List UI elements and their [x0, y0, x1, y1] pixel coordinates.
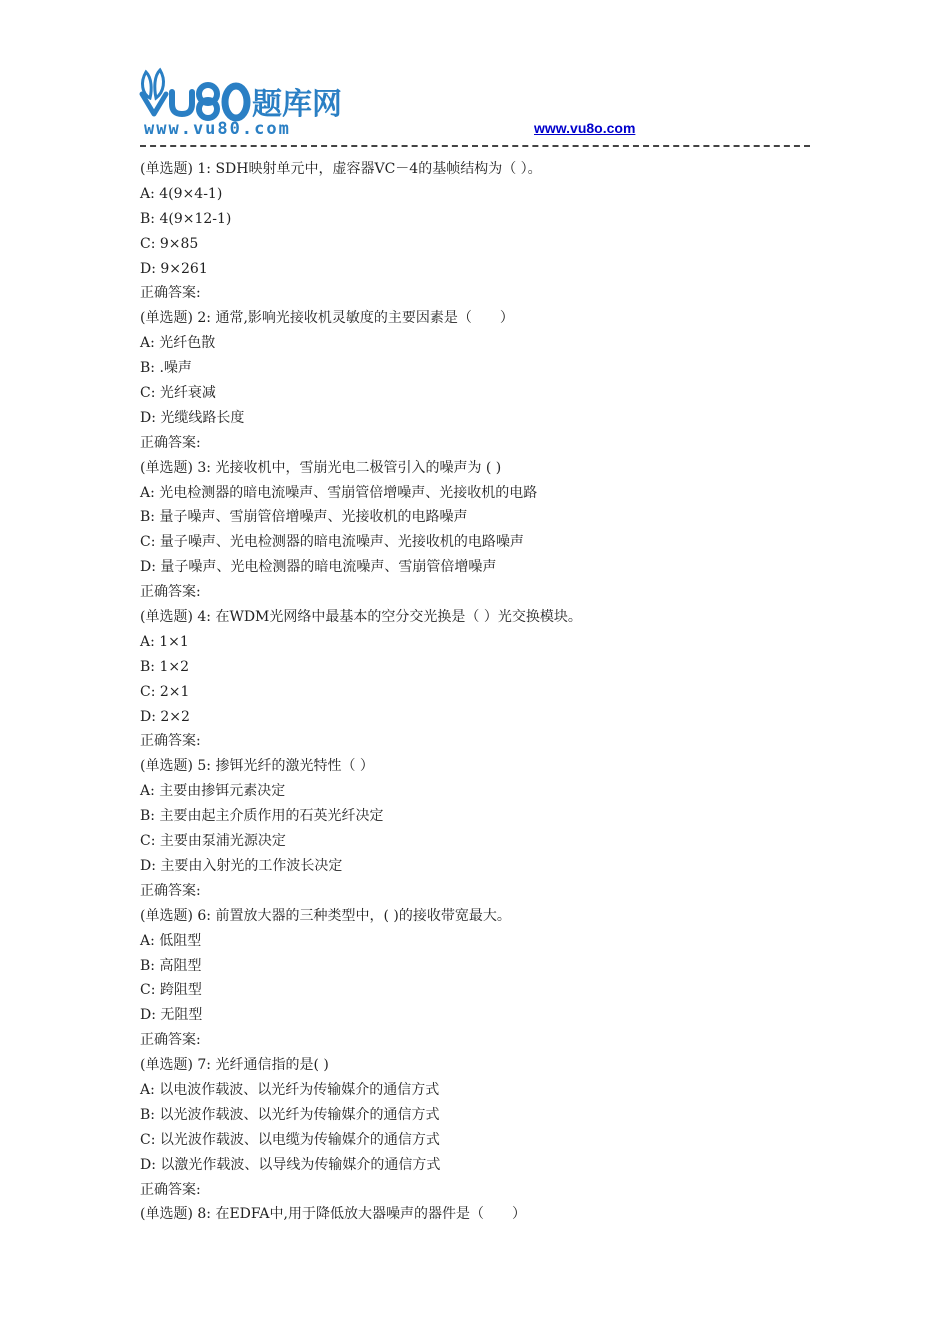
question-stem: (单选题) 7: 光纤通信指的是( ): [140, 1057, 329, 1074]
question-option: D: 光缆线路长度: [140, 409, 245, 426]
question-option: C: 主要由泵浦光源决定: [140, 833, 286, 850]
question-option: C: 以光波作载波、以电缆为传输媒介的通信方式: [140, 1131, 440, 1148]
answer-label: 正确答案:: [140, 584, 201, 601]
question-option: C: 光纤衰减: [140, 385, 216, 402]
question-option: A: 主要由掺铒元素决定: [140, 783, 286, 800]
question-option: B: 量子噪声、雪崩管倍增噪声、光接收机的电路噪声: [140, 509, 468, 526]
question-option: D: 2×2: [140, 708, 190, 725]
question-option: D: 9×261: [140, 260, 208, 277]
question-stem: (单选题) 1: SDH映射单元中，虚容器VC－4的基帧结构为（ ）。: [140, 161, 542, 177]
logo-graphic: [136, 64, 360, 138]
question-option: A: 光电检测器的暗电流噪声、雪崩管倍增噪声、光接收机的电路: [140, 484, 538, 501]
answer-label: 正确答案:: [140, 1181, 201, 1198]
question-option: D: 无阻型: [140, 1007, 203, 1024]
question-option: C: 跨阻型: [140, 982, 202, 999]
answer-label: 正确答案:: [140, 882, 201, 899]
logo-chinese-text: 题库网: [252, 87, 342, 122]
question-stem: (单选题) 8: 在EDFA中,用于降低放大器噪声的器件是（ ）: [140, 1206, 526, 1223]
question-option: A: 4(9×4-1): [140, 185, 223, 202]
vu80-logo: [136, 64, 360, 138]
answer-label: 正确答案:: [140, 733, 201, 750]
question-option: B: 高阻型: [140, 957, 202, 974]
question-option: B: 1×2: [140, 658, 189, 675]
question-option: A: 低阻型: [140, 932, 202, 949]
question-option: B: 主要由起主介质作用的石英光纤决定: [140, 808, 384, 825]
question-option: B: 4(9×12-1): [140, 210, 232, 227]
question-stem: (单选题) 2: 通常,影响光接收机灵敏度的主要因素是（ ）: [140, 310, 514, 327]
svg-text:www.vu80.com: www.vu80.com: [144, 119, 291, 138]
question-stem: (单选题) 5: 掺铒光纤的激光特性（ ）: [140, 758, 374, 775]
question-list: [140, 157, 820, 1227]
question-option: A: 以电波作载波、以光纤为传输媒介的通信方式: [140, 1081, 440, 1098]
site-link[interactable]: www.vu8o.com: [534, 120, 636, 136]
question-option: C: 量子噪声、光电检测器的暗电流噪声、光接收机的电路噪声: [140, 534, 524, 551]
question-option: C: 9×85: [140, 235, 199, 252]
question-stem: (单选题) 6: 前置放大器的三种类型中，( )的接收带宽最大。: [140, 907, 511, 924]
question-option: B: .噪声: [140, 360, 192, 377]
question-option: A: 1×1: [140, 633, 189, 650]
question-option: D: 量子噪声、光电检测器的暗电流噪声、雪崩管倍增噪声: [140, 559, 497, 576]
question-stem: (单选题) 3: 光接收机中，雪崩光电二极管引入的噪声为 ( ): [140, 459, 502, 476]
answer-label: 正确答案:: [140, 434, 201, 451]
question-option: D: 以激光作载波、以导线为传输媒介的通信方式: [140, 1156, 441, 1173]
question-option: C: 2×1: [140, 683, 190, 700]
question-option: D: 主要由入射光的工作波长决定: [140, 857, 343, 874]
question-option: B: 以光波作载波、以光纤为传输媒介的通信方式: [140, 1106, 440, 1123]
question-option: A: 光纤色散: [140, 335, 216, 352]
answer-label: 正确答案:: [140, 285, 201, 302]
header-divider: [140, 145, 810, 147]
question-stem: (单选题) 4: 在WDM光网络中最基本的空分交光换是（ ）光交换模块。: [140, 609, 582, 626]
answer-label: 正确答案:: [140, 1032, 201, 1049]
